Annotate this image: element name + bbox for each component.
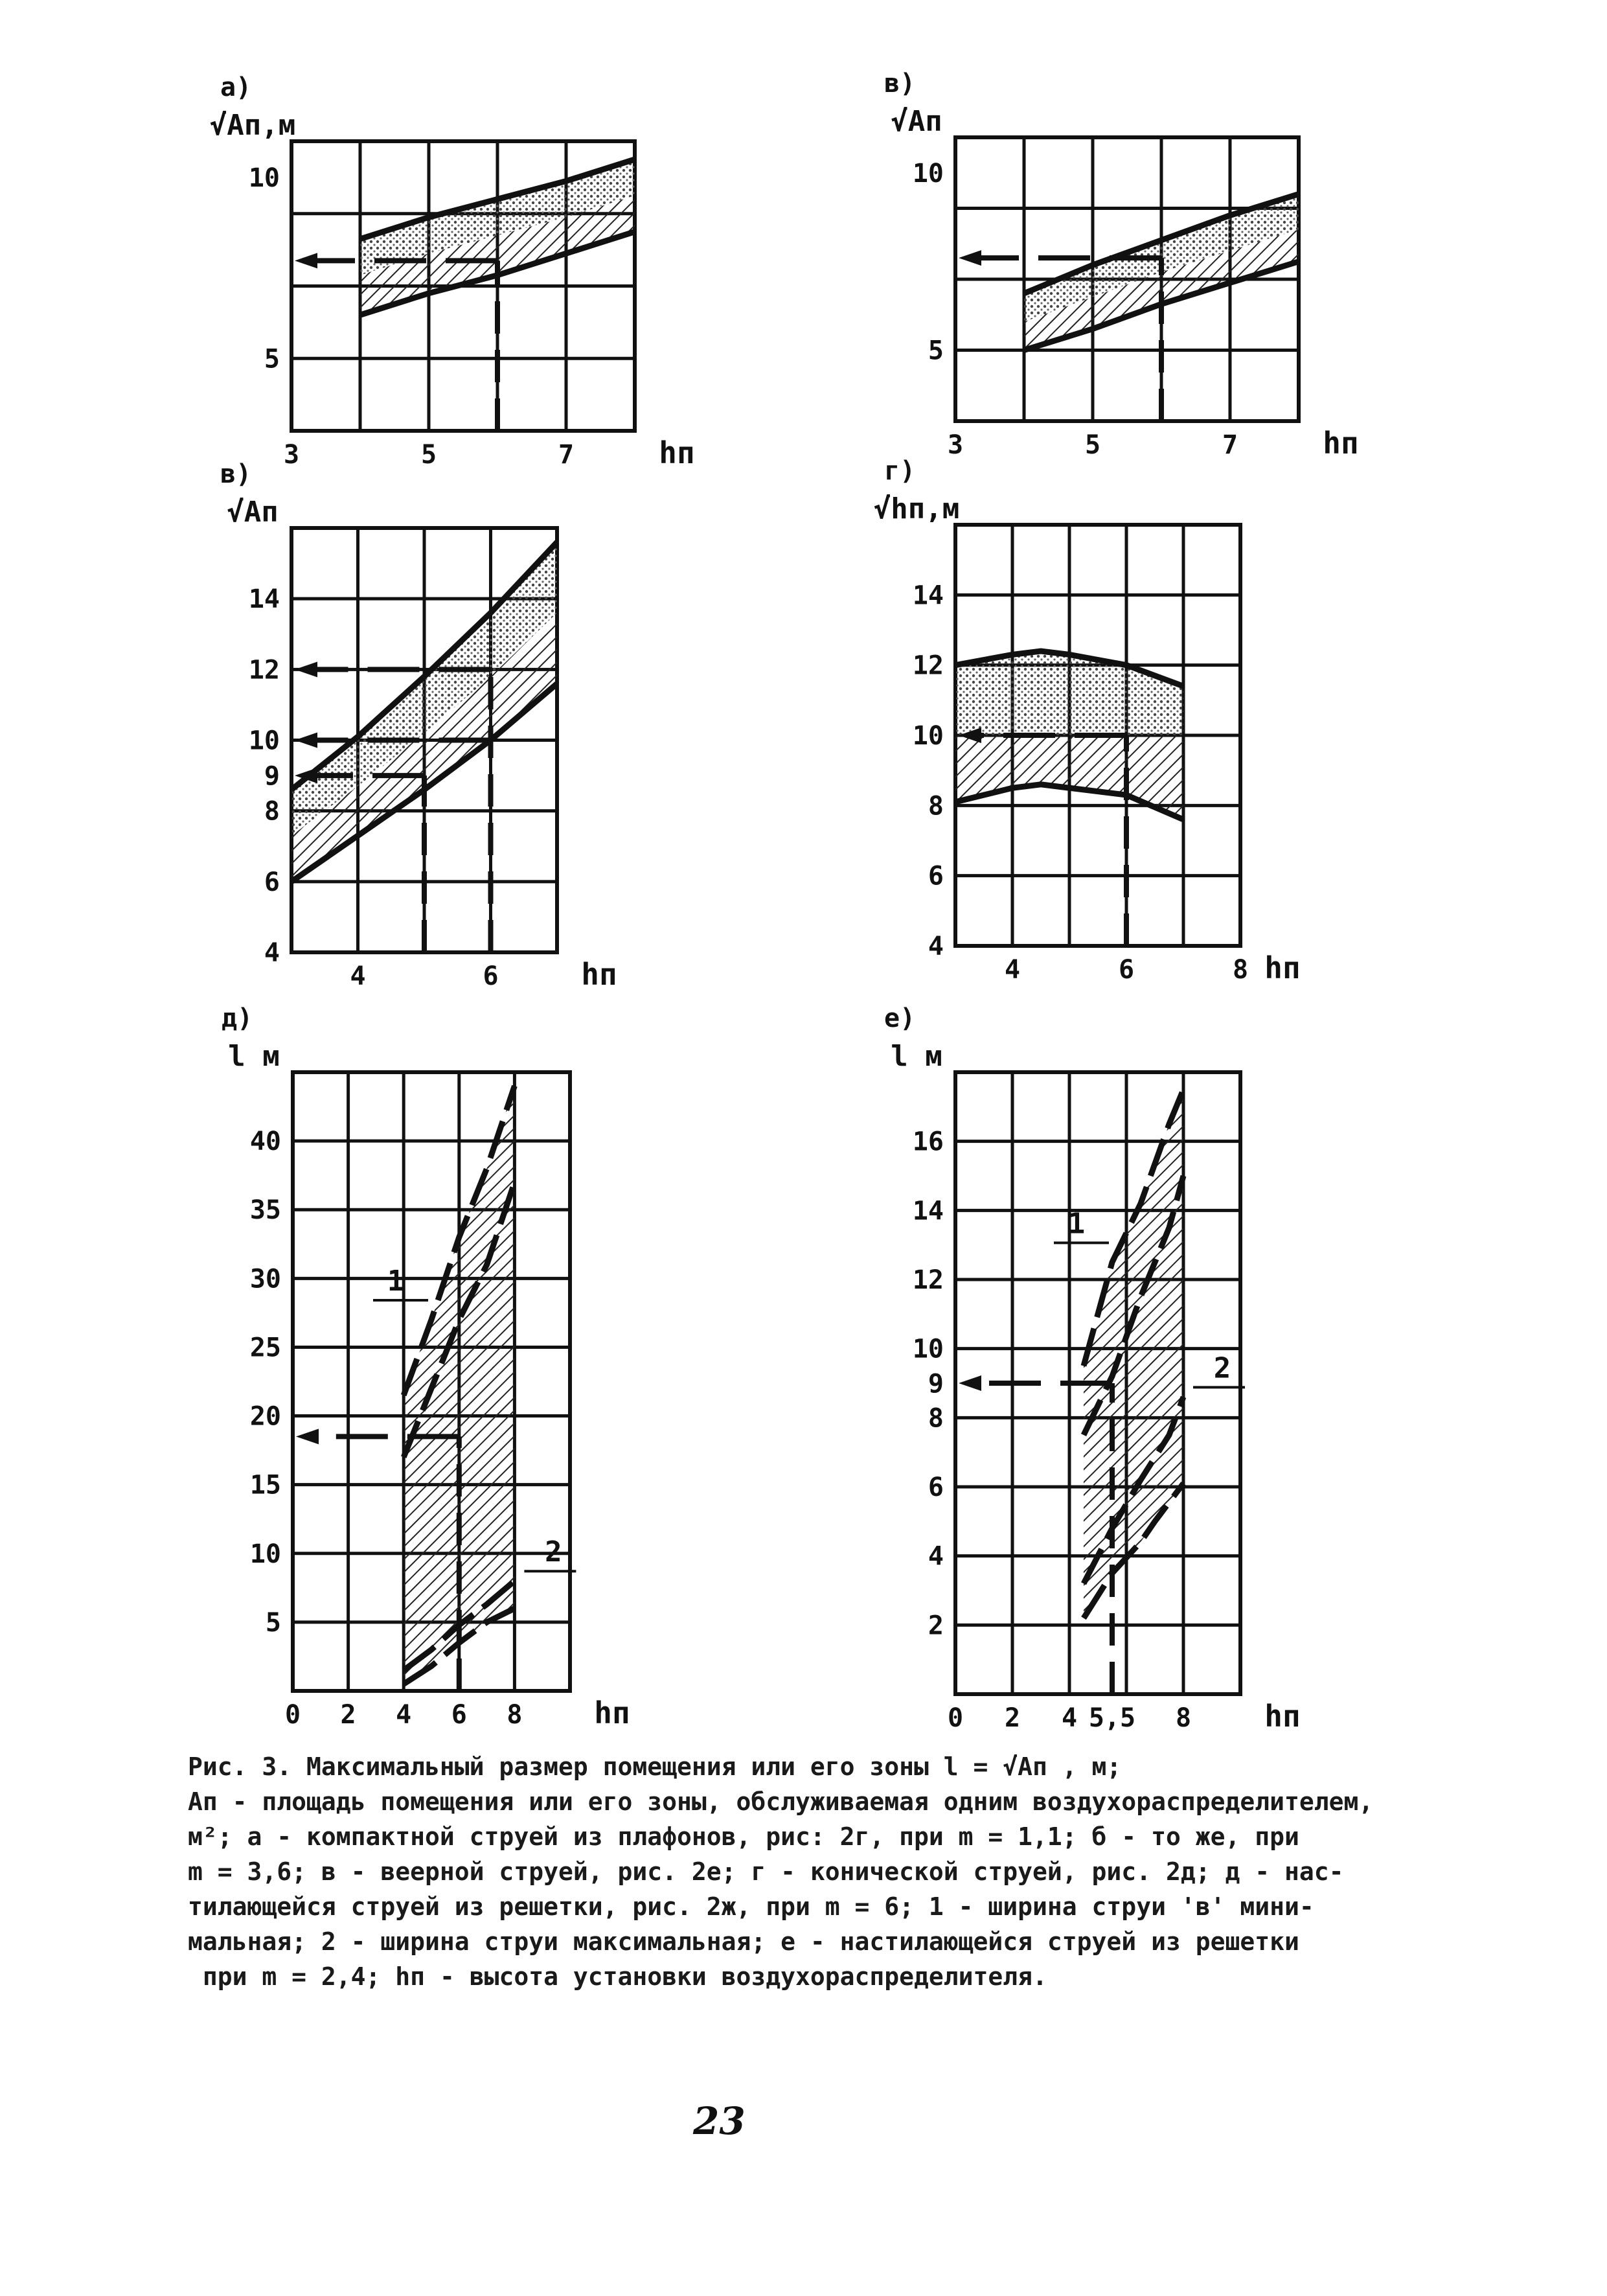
x-axis-label: hп xyxy=(1264,1699,1301,1734)
panel-label: в) xyxy=(220,459,252,489)
curve-label-1: 1 xyxy=(1067,1207,1086,1241)
y-tick-label: 6 xyxy=(928,1473,944,1502)
readout-arrowhead xyxy=(296,1429,319,1444)
y-axis-label: l м xyxy=(228,1040,280,1073)
chart-panel-d xyxy=(874,456,1301,985)
readout-arrowhead xyxy=(295,661,317,677)
x-tick-label: 4 xyxy=(1061,1703,1078,1733)
y-tick-label: 6 xyxy=(264,867,280,897)
y-axis-label: √Aп xyxy=(227,496,279,529)
y-axis-label: l м xyxy=(891,1040,942,1073)
chart-panel-e xyxy=(222,1004,630,1730)
readout-arrowhead xyxy=(295,733,317,748)
x-axis-label: hп xyxy=(581,957,617,992)
x-tick-label: 3 xyxy=(283,440,300,470)
y-tick-label: 12 xyxy=(912,650,944,681)
y-tick-label: 30 xyxy=(249,1264,281,1294)
readout-arrowhead xyxy=(959,1375,981,1391)
panel-label: д) xyxy=(222,1004,253,1033)
caption-line: м²; а - компактной струей из плафонов, рис: 2г, при m = 1,1; б - то же, при xyxy=(188,1822,1299,1851)
x-axis-label: hп xyxy=(659,435,695,470)
x-tick-label: 5,5 xyxy=(1088,1703,1136,1733)
x-tick-label: 8 xyxy=(1232,955,1249,985)
band-hatched xyxy=(1084,1090,1183,1618)
y-tick-label: 12 xyxy=(248,655,280,685)
y-tick-label: 35 xyxy=(249,1195,281,1226)
x-tick-label: 2 xyxy=(1004,1703,1021,1733)
figure-caption xyxy=(188,1749,1451,1994)
y-tick-label: 8 xyxy=(928,1403,944,1434)
x-axis-label: hп xyxy=(1323,426,1359,461)
panel-label: г) xyxy=(884,456,916,486)
panel-label: е) xyxy=(884,1004,916,1033)
y-tick-label: 2 xyxy=(928,1611,944,1641)
y-tick-label: 14 xyxy=(912,1196,944,1226)
x-tick-label: 7 xyxy=(558,440,575,470)
y-axis-label: √Aп,м xyxy=(209,109,296,142)
y-tick-label: 5 xyxy=(928,336,944,366)
y-tick-label: 9 xyxy=(928,1369,944,1399)
x-tick-label: 2 xyxy=(340,1700,356,1730)
y-tick-label: 10 xyxy=(912,158,944,189)
y-tick-label: 10 xyxy=(248,163,280,193)
panel-label: в) xyxy=(884,69,916,98)
panel-label: а) xyxy=(220,73,252,102)
caption-line: мальная; 2 - ширина струи максимальная; е - настилающейся струей из решетки xyxy=(188,1927,1299,1956)
x-tick-label: 4 xyxy=(1004,955,1021,985)
x-tick-label: 0 xyxy=(947,1703,964,1733)
y-tick-label: 10 xyxy=(249,1539,281,1569)
x-tick-label: 5 xyxy=(1084,430,1101,460)
x-axis-label: hп xyxy=(594,1695,630,1730)
y-tick-label: 9 xyxy=(264,761,280,792)
x-tick-label: 7 xyxy=(1222,430,1238,460)
y-tick-label: 4 xyxy=(928,932,944,961)
caption-line: при m = 2,4; hп - высота установки воздухораспределителя. xyxy=(188,1962,1047,1991)
y-tick-label: 15 xyxy=(249,1470,281,1500)
y-tick-label: 40 xyxy=(249,1127,281,1157)
y-tick-label: 4 xyxy=(928,1541,944,1572)
curve-label-2: 2 xyxy=(545,1535,562,1569)
x-tick-label: 4 xyxy=(396,1700,412,1730)
y-tick-label: 8 xyxy=(928,791,944,821)
y-axis-label: √hп,м xyxy=(873,492,960,525)
chart-panel-f xyxy=(884,1004,1301,1734)
x-tick-label: 6 xyxy=(483,961,499,991)
x-tick-label: 6 xyxy=(1118,955,1135,985)
readout-arrowhead xyxy=(959,250,981,266)
y-tick-label: 10 xyxy=(912,721,944,751)
y-tick-label: 6 xyxy=(928,861,944,891)
page-number: 23 xyxy=(693,2099,746,2143)
caption-line: Aп - площадь помещения или его зоны, обслуживаемая одним воздухораспределителем, xyxy=(188,1787,1374,1816)
caption-line: Рис. 3. Максимальный размер помещения или его зоны l = √Aп , м; xyxy=(188,1752,1122,1781)
x-axis-label: hп xyxy=(1264,950,1301,985)
y-tick-label: 4 xyxy=(264,938,280,968)
curve-label-1: 1 xyxy=(387,1265,405,1298)
y-tick-label: 16 xyxy=(912,1127,944,1157)
y-tick-label: 25 xyxy=(249,1333,281,1363)
y-tick-label: 10 xyxy=(248,726,280,756)
y-tick-label: 5 xyxy=(265,1607,281,1638)
chart-panel-c xyxy=(220,459,617,992)
y-tick-label: 10 xyxy=(912,1334,944,1364)
y-tick-label: 8 xyxy=(264,796,280,827)
x-tick-label: 6 xyxy=(451,1700,467,1730)
caption-line: m = 3,6; в - веерной струей, рис. 2е; г - конической струей, рис. 2д; д - нас- xyxy=(188,1857,1344,1886)
y-tick-label: 12 xyxy=(912,1265,944,1295)
x-tick-label: 0 xyxy=(284,1700,301,1730)
readout-arrowhead xyxy=(295,253,317,268)
x-tick-label: 8 xyxy=(1175,1703,1192,1733)
x-tick-label: 3 xyxy=(947,430,964,460)
x-tick-label: 5 xyxy=(420,440,437,470)
y-axis-label: √Aп xyxy=(891,105,942,138)
x-tick-label: 8 xyxy=(507,1700,523,1730)
caption-line: тилающейся струей из решетки, рис. 2ж, при m = 6; 1 - ширина струи 'в' мини- xyxy=(188,1892,1314,1921)
y-tick-label: 14 xyxy=(248,584,280,615)
chart-panel-b xyxy=(884,69,1359,461)
y-tick-label: 14 xyxy=(912,580,944,611)
y-tick-label: 20 xyxy=(249,1401,281,1432)
y-tick-label: 5 xyxy=(264,344,280,374)
x-tick-label: 4 xyxy=(350,961,366,991)
curve-label-2: 2 xyxy=(1213,1351,1231,1385)
chart-panel-a xyxy=(210,73,695,470)
